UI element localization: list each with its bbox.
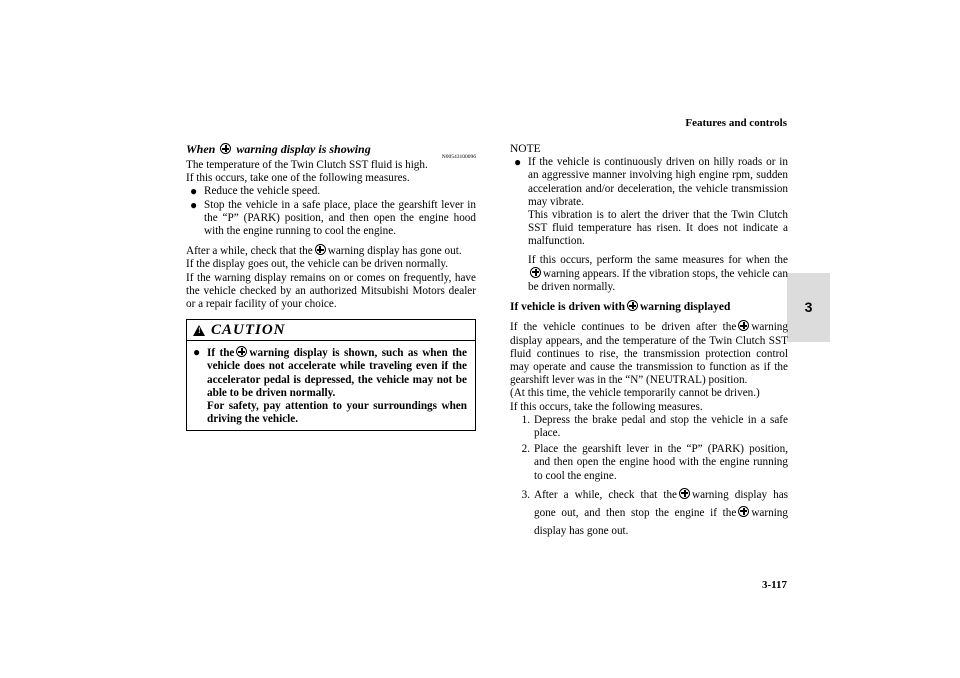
sub-heading: If vehicle is driven with warning displayed [510,301,731,314]
section-tab [787,273,830,342]
transmission-warning-icon [627,300,638,311]
section-tab-number: 3 [804,299,813,315]
warning-triangle-icon: ! [193,325,205,336]
transmission-warning-icon [315,244,326,255]
para1-line1: The temperature of the Twin Clutch SST fluid is high. [186,159,428,171]
transmission-warning-icon [738,320,749,331]
step-item: 2. Place the gearshift lever in the “P” (PARK) position, and then open the engine hood with the engine running to cool the engine. [521,443,788,482]
para2: After a while, check that the warning display has gone out. [186,245,462,258]
step-item: 3. After a while, check that the warning display has gone out, and then stop the engine if the warning display has gone out. [521,488,789,537]
bullet-dot-icon: ● [514,155,522,170]
bullet-item: ● Stop the vehicle in a safe place, place the gearshift lever in the “P” (PARK) position, and then open the engine hood with the engine running to cool the engine. [190,197,476,238]
note-item: ● If the vehicle is continuously driven on hilly roads or in an aggressive manner involving high engine rpm, sudden acceleration and/or deceleration, the vehicle transmission may vibrate. This vibration is to alert the driver that the Twin Clutch SST fluid temperature has risen. It does not indicate a malfunction. If this occurs, perform the same measures for when thewarning appears. If the vibration stops, the vehicle can be driven normally. [514,155,788,294]
left-column [186,143,476,431]
caution-header [187,320,475,341]
bullet-dot-icon: ● [190,197,198,212]
heading-code: N00543100096 [441,154,476,160]
caution-title: CAUTION [211,321,286,338]
transmission-warning-icon [220,143,231,154]
bullet-dot-icon: ● [190,184,198,199]
section-heading [186,143,476,159]
right-column [510,143,788,540]
right-para1: If the vehicle continues to be driven after the warning display appears, and the temperature of the Twin Clutch SST fluid continues to rise, the transmission protection control may operate and cause the transmission to function as if the gearshift lever was in the “N” (NEUTRAL) position. [510,321,788,387]
step-item: 1. Depress the brake pedal and stop the vehicle in a safe place. [521,413,788,440]
bullet-dot-icon: ● [193,345,201,360]
para4: If the warning display remains on or comes on frequently, have the vehicle checked by an authorized Mitsubishi Motors dealer or a repair facility of your choice. [186,271,476,311]
heading-suffix: warning display is showing [236,142,371,156]
para3: If the display goes out, the vehicle can be driven normally. [186,258,449,271]
caution-body: ● If the warning display is shown, such as when the vehicle does not accelerate while traveling even if the accelerator pedal is depressed, the vehicle may not be able to be driven normally. For safety, pay attention to your surroundings when driving the vehicle. [193,345,467,426]
caution-box [186,319,476,431]
page-header-title: Features and controls [685,117,787,129]
heading-prefix: When [186,142,216,156]
page-number: 3-117 [761,579,787,591]
right-para2: (At this time, the vehicle temporarily cannot be driven.) [510,387,760,400]
transmission-warning-icon [679,488,690,499]
bullet-item: ● Reduce the vehicle speed. [190,184,321,199]
note-label: NOTE [510,143,541,155]
transmission-warning-icon [236,346,247,357]
transmission-warning-icon [738,506,749,517]
transmission-warning-icon [530,267,541,278]
right-para3: If this occurs, take the following measures. [510,400,703,413]
para1-line2: If this occurs, take one of the following measures. [186,172,410,185]
